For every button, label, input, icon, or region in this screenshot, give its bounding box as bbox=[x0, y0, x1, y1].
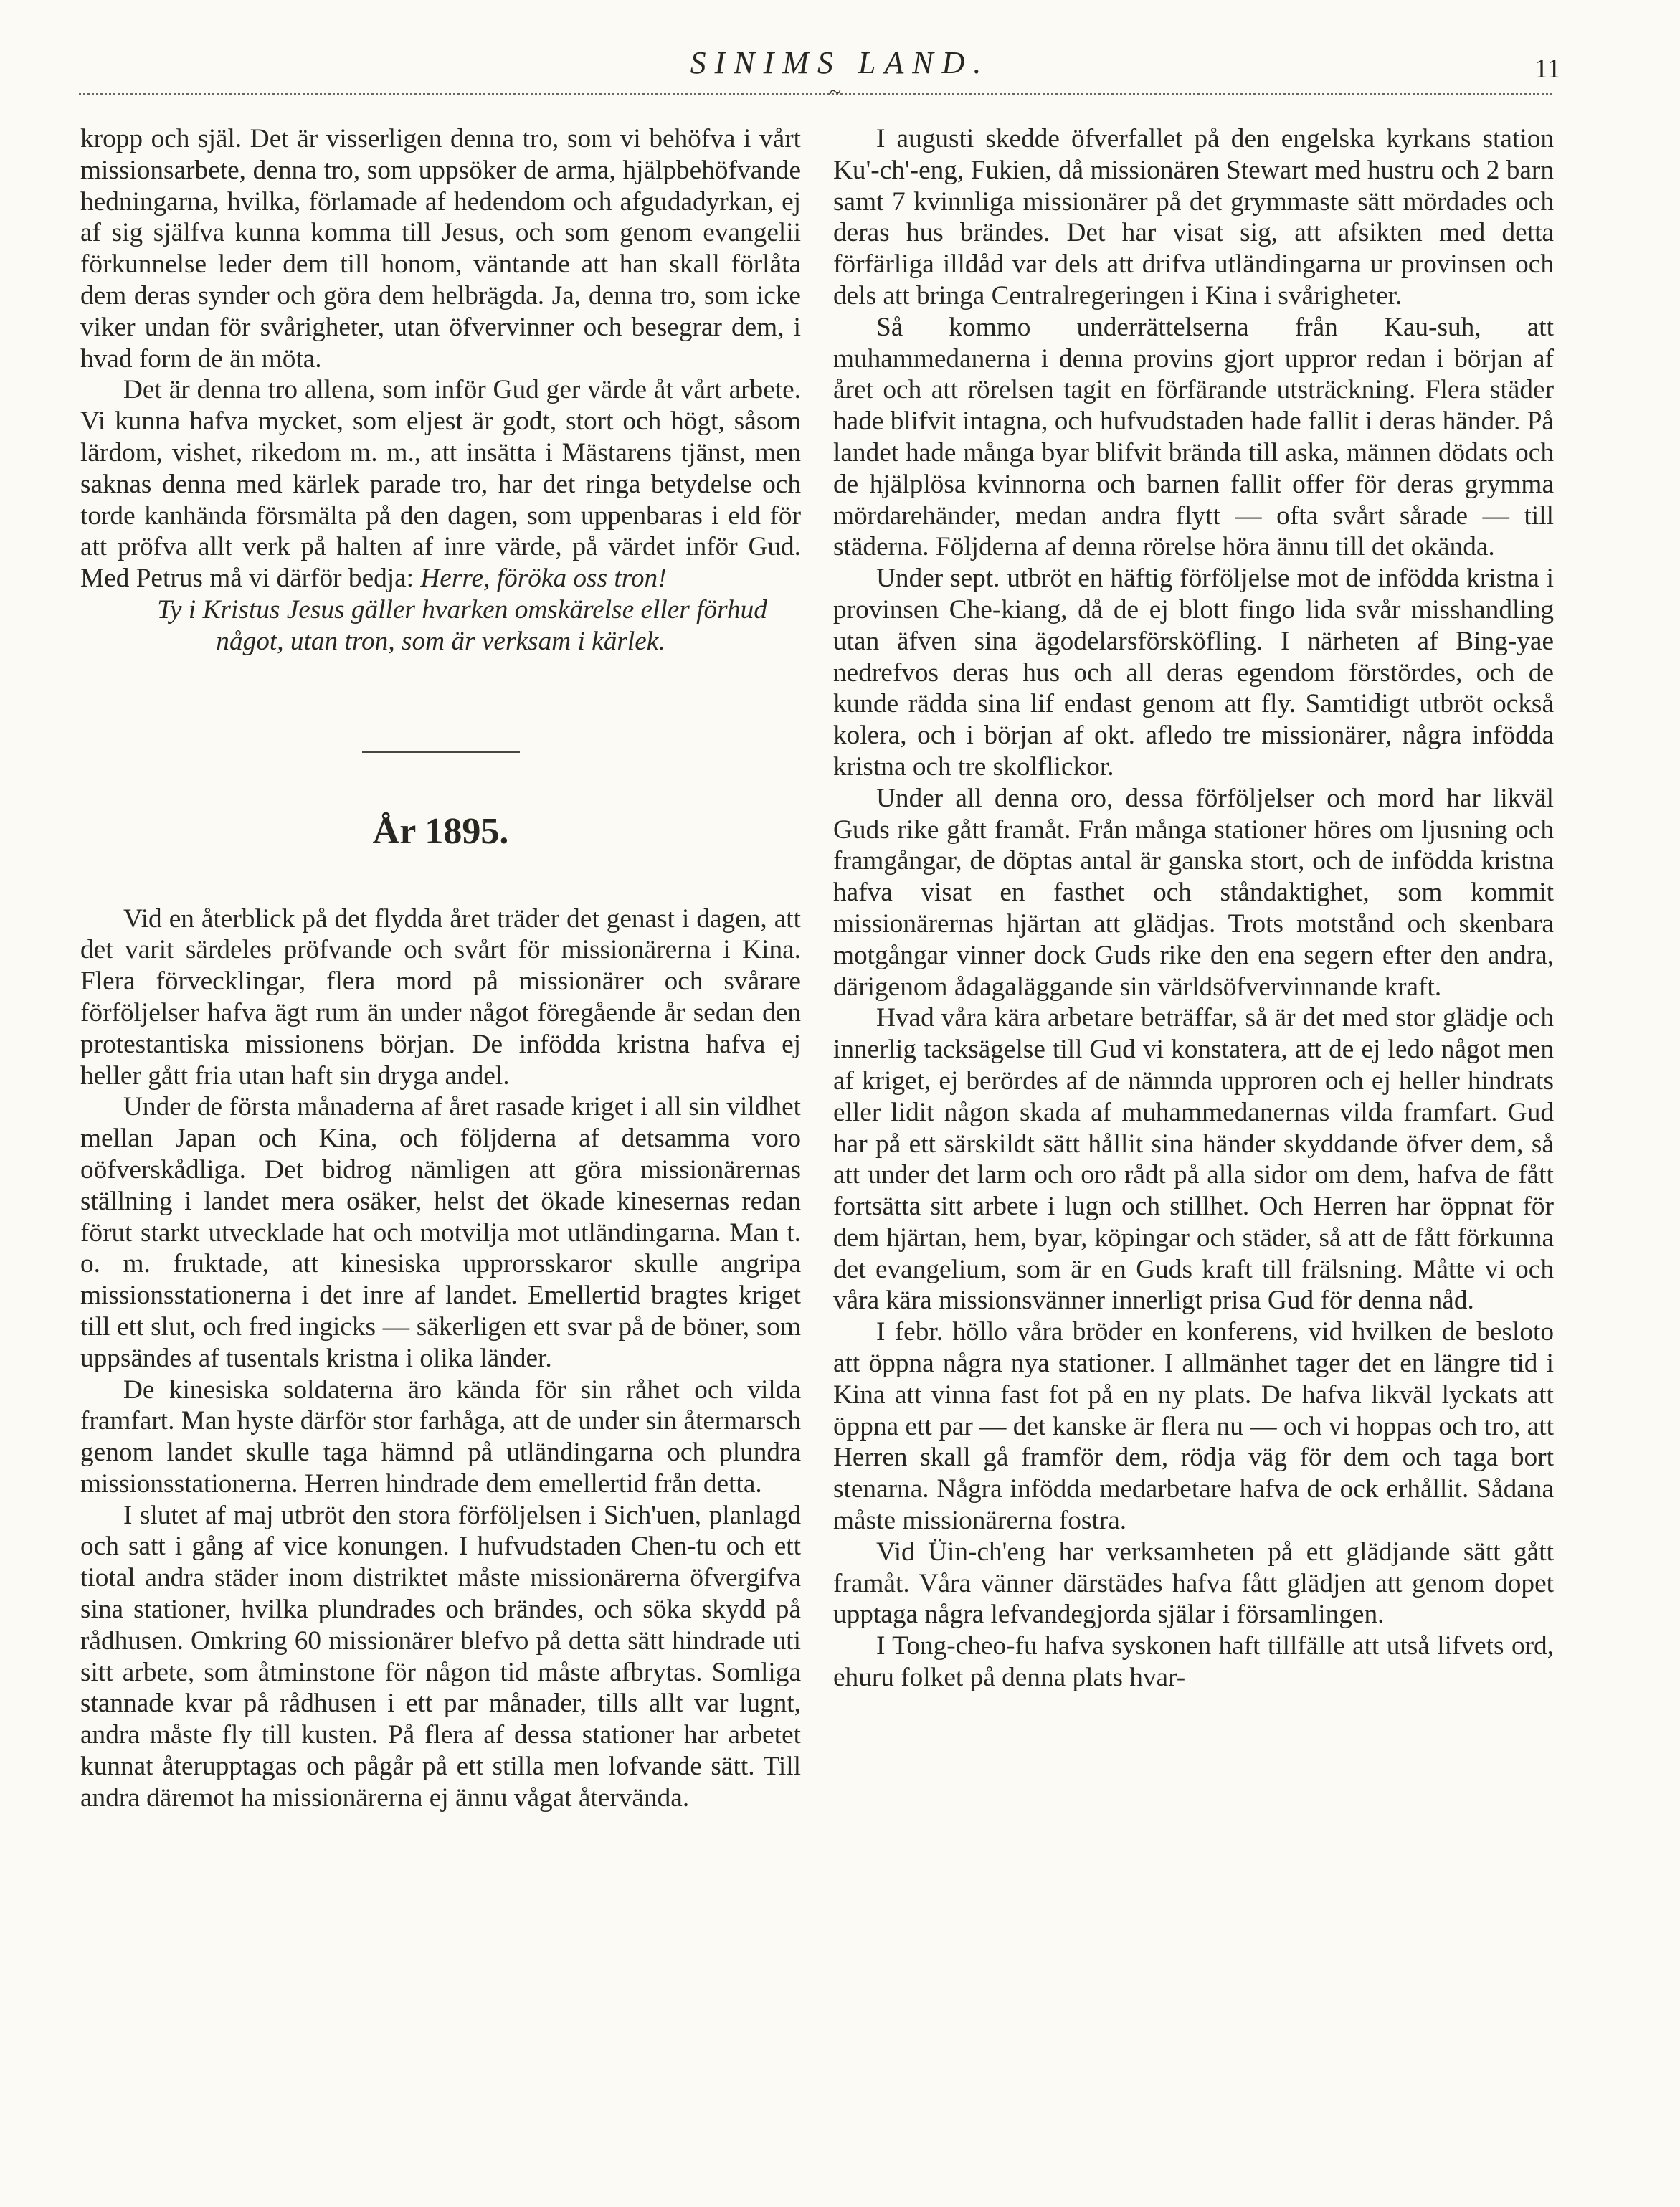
paragraph-text: Det är denna tro allena, som inför Gud ger värde åt vårt arbete. Vi kunna hafva mycket, som eljest är godt, stort och högt, såsom lärdom, vishet, rikedom m. m., att insätta i Mästarens tjänst, men saknas denna med kärlek parade tro, har det ringa betydelse och torde kanhända försmälta på den dagen, som uppenbaras i eld för att pröfva allt verk på halten af inre värde, på värdet inför Gud. Med Petrus må vi därför bedja: bbox=[80, 375, 801, 594]
section-heading: År 1895. bbox=[372, 810, 509, 852]
paragraph: kropp och själ. Det är visserligen denna tro, som vi behöfva i vårt missionsarbete, denna tro, som uppsöker de arma, hjälpbehöfvande hedningarna, hvilka, förlamade af hedendom och afgudadyrkan, ej af sig själfva kunna komma till Jesus, och som genom evangelii förkunnelse leder dem till honom, väntande att han skall förlåta dem deras synder och göra dem helbrägda. Ja, denna tro, som icke viker undan för svårigheter, utan öfvervinner och besegrar dem, i hvad form de än möta. bbox=[80, 124, 801, 374]
paragraph: Så kommo underrättelserna från Kau-suh, att muhammedanerna i denna provins gjort uppror redan i början af året och att rörelsen tagit en förfärande utsträckning. Flera städer hade blifvit intagna, och hufvudstaden hade fallit i deras händer. På landet hade många byar blifvit brända till aska, männen dödats och de hjälplösa kvinnorna och barnen fallit offer för deras grymma mördarehänder, medan andra flytt — ofta svårt sårade — till städerna. Följderna af denna rörelse höra ännu till det okända. bbox=[833, 312, 1554, 562]
right-column bbox=[833, 123, 1554, 1694]
header-ornament: ~ bbox=[829, 80, 842, 104]
paragraph: Under de första månaderna af året rasade kriget i all sin vildhet mellan Japan och Kina, och följderna af detsamma voro oöfverskådliga. Det bidrog nämligen att göra missionärernas ställning i landet mera osäker, helst det ökade kinesernas redan förut starkt utvecklade hat och motvilja mot utländingarna. Man t. o. m. fruktade, att kinesiska upprorsskaror skulle angripa missionsstationerna i det inre af landet. Emellertid bragtes kriget till ett slut, och fred ingicks — säkerligen ett svar på de böner, som uppsändes af tusentals kristna i olika länder. bbox=[80, 1092, 801, 1373]
paragraph: Hvad våra kära arbetare beträffar, så är det med stor glädje och innerlig tacksägelse till Gud vi konstatera, att de ej ledo något men af kriget, ej berördes af de nämnda upproren och ej heller hindrats eller lidit någon skada af muhammedanernas vilda framfart. Gud har på ett särskildt sätt hållit sina händer skyddande öfver dem, så att under det larm och oro rådt på alla sidor om dem, hafva de fått fortsätta sitt arbete i lugn och stillhet. Och Herren har öppnat för dem hjärtan, hem, byar, köpingar och städer, så att de fått förkunna det evangelium, som är en Guds kraft till frälsning. Måtte vi och våra kära missionsvänner innerligt prisa Gud för denna nåd. bbox=[833, 1003, 1554, 1316]
page-number: 11 bbox=[1534, 54, 1561, 84]
scripture-quote: Ty i Kristus Jesus gäller hvarken omskärelse eller förhud något, utan tron, som är verksam i kärlek. bbox=[157, 594, 767, 656]
paragraph: I febr. höllo våra bröder en konferens, vid hvilken de besloto att öppna några nya stationer. I allmänhet tager det en längre tid i Kina att vinna fast fot på en ny plats. De hafva likväl lyckats att öppna ett par — det kanske är flera nu — och vi hoppas och tro, att Herren skall gå framför dem, rödja väg för dem och taga bort stenarna. Några infödda medarbetare hafva de ock erhållit. Sådana måste missionärerna fostra. bbox=[833, 1317, 1554, 1536]
paragraph: I augusti skedde öfverfallet på den engelska kyrkans station Ku'-ch'-eng, Fukien, då missionären Stewart med hustru och 2 barn samt 7 kvinnliga missionärer på det grymmaste sätt mördades och deras hus brändes. Det har visat sig, att afsikten med detta förfärliga illdåd var dels att drifva utländingarna ur provinsen och dels att bringa Centralregeringen i Kina i svårigheter. bbox=[833, 124, 1554, 310]
paragraph: I slutet af maj utbröt den stora förföljelsen i Sich'uen, planlagd och satt i gång af vice konungen. I hufvudstaden Chen-tu och ett tiotal andra städer inom distriktet måste missionärerna öfvergifva sina stationer, hvilka plundrades och brändes, och söka skydd på rådhusen. Omkring 60 missionärer blefvo på detta sätt hindrade uti sitt arbete, som åtminstone för någon tid måste afbrytas. Somliga stannade kvar på rådhusen i ett par månader, tills allt var lugnt, andra måste fly till kusten. På flera af dessa stationer har arbetet kunnat återupptagas och pågår på ett stilla men lofvande sätt. Till andra däremot ha missionärerna ej ännu vågat återvända. bbox=[80, 1500, 801, 1813]
paragraph: Under all denna oro, dessa förföljelser och mord har likväl Guds rike gått framåt. Från många stationer höres om ljusning och framgångar, de döptas antal är ganska stort, och de infödda kristna hafva visat en fasthet och ståndaktighet, som kommit missionärernas hjärtan att glädjas. Trots motstånd och skenbara motgångar vinner dock Guds rike den ena segern efter den andra, därigenom ådagaläggande sin världsöfvervinnande kraft. bbox=[833, 783, 1554, 1002]
paragraph bbox=[80, 374, 801, 594]
paragraph: Vid Üin-ch'eng har verksamheten på ett glädjande sätt gått framåt. Våra vänner därstädes hafva fått glädjen att genom dopet upptaga några lefvandegjorda själar i församlingen. bbox=[833, 1537, 1554, 1630]
section-divider bbox=[362, 751, 520, 753]
paragraph: I Tong-cheo-fu hafva syskonen haft tillfälle att utså lifvets ord, ehuru folket på denna plats hvar- bbox=[833, 1631, 1554, 1693]
paragraph: De kinesiska soldaterna äro kända för sin råhet och vilda framfart. Man hyste därför stor farhåga, att de under sin återmarsch genom landet skulle taga hämnd på utländingarna och plundra missionsstationerna. Herren hindrade dem emellertid från detta. bbox=[80, 1375, 801, 1499]
running-title: SINIMS LAND. bbox=[690, 45, 990, 80]
left-column bbox=[80, 123, 801, 1814]
italic-prayer: Herre, föröka oss tron! bbox=[420, 564, 667, 594]
paragraph: Vid en återblick på det flydda året träder det genast i dagen, att det varit särdeles pröfvande och svårt för missionärerna i Kina. Flera förvecklingar, flera mord på missionärer och svårare förföljelser hafva ägt rum än under något föregående år sedan den protestantiska missionens början. De infödda kristna hafva ej heller gått fria utan haft sin dryga andel. bbox=[80, 903, 801, 1091]
paragraph: Under sept. utbröt en häftig förföljelse mot de infödda kristna i provinsen Che-kiang, då de ej blott fingo lida svår misshandling utan äfven sina ägodelarsförsköfling. I närheten af Bing-yae nedrefvos deras hus och all deras egendom förstördes, och de kunde rädda sina lif endast genom att fly. Samtidigt utbröt också kolera, och i början af okt. afledo tre missionärer, några infödda kristna och tre skolflickor. bbox=[833, 564, 1554, 782]
